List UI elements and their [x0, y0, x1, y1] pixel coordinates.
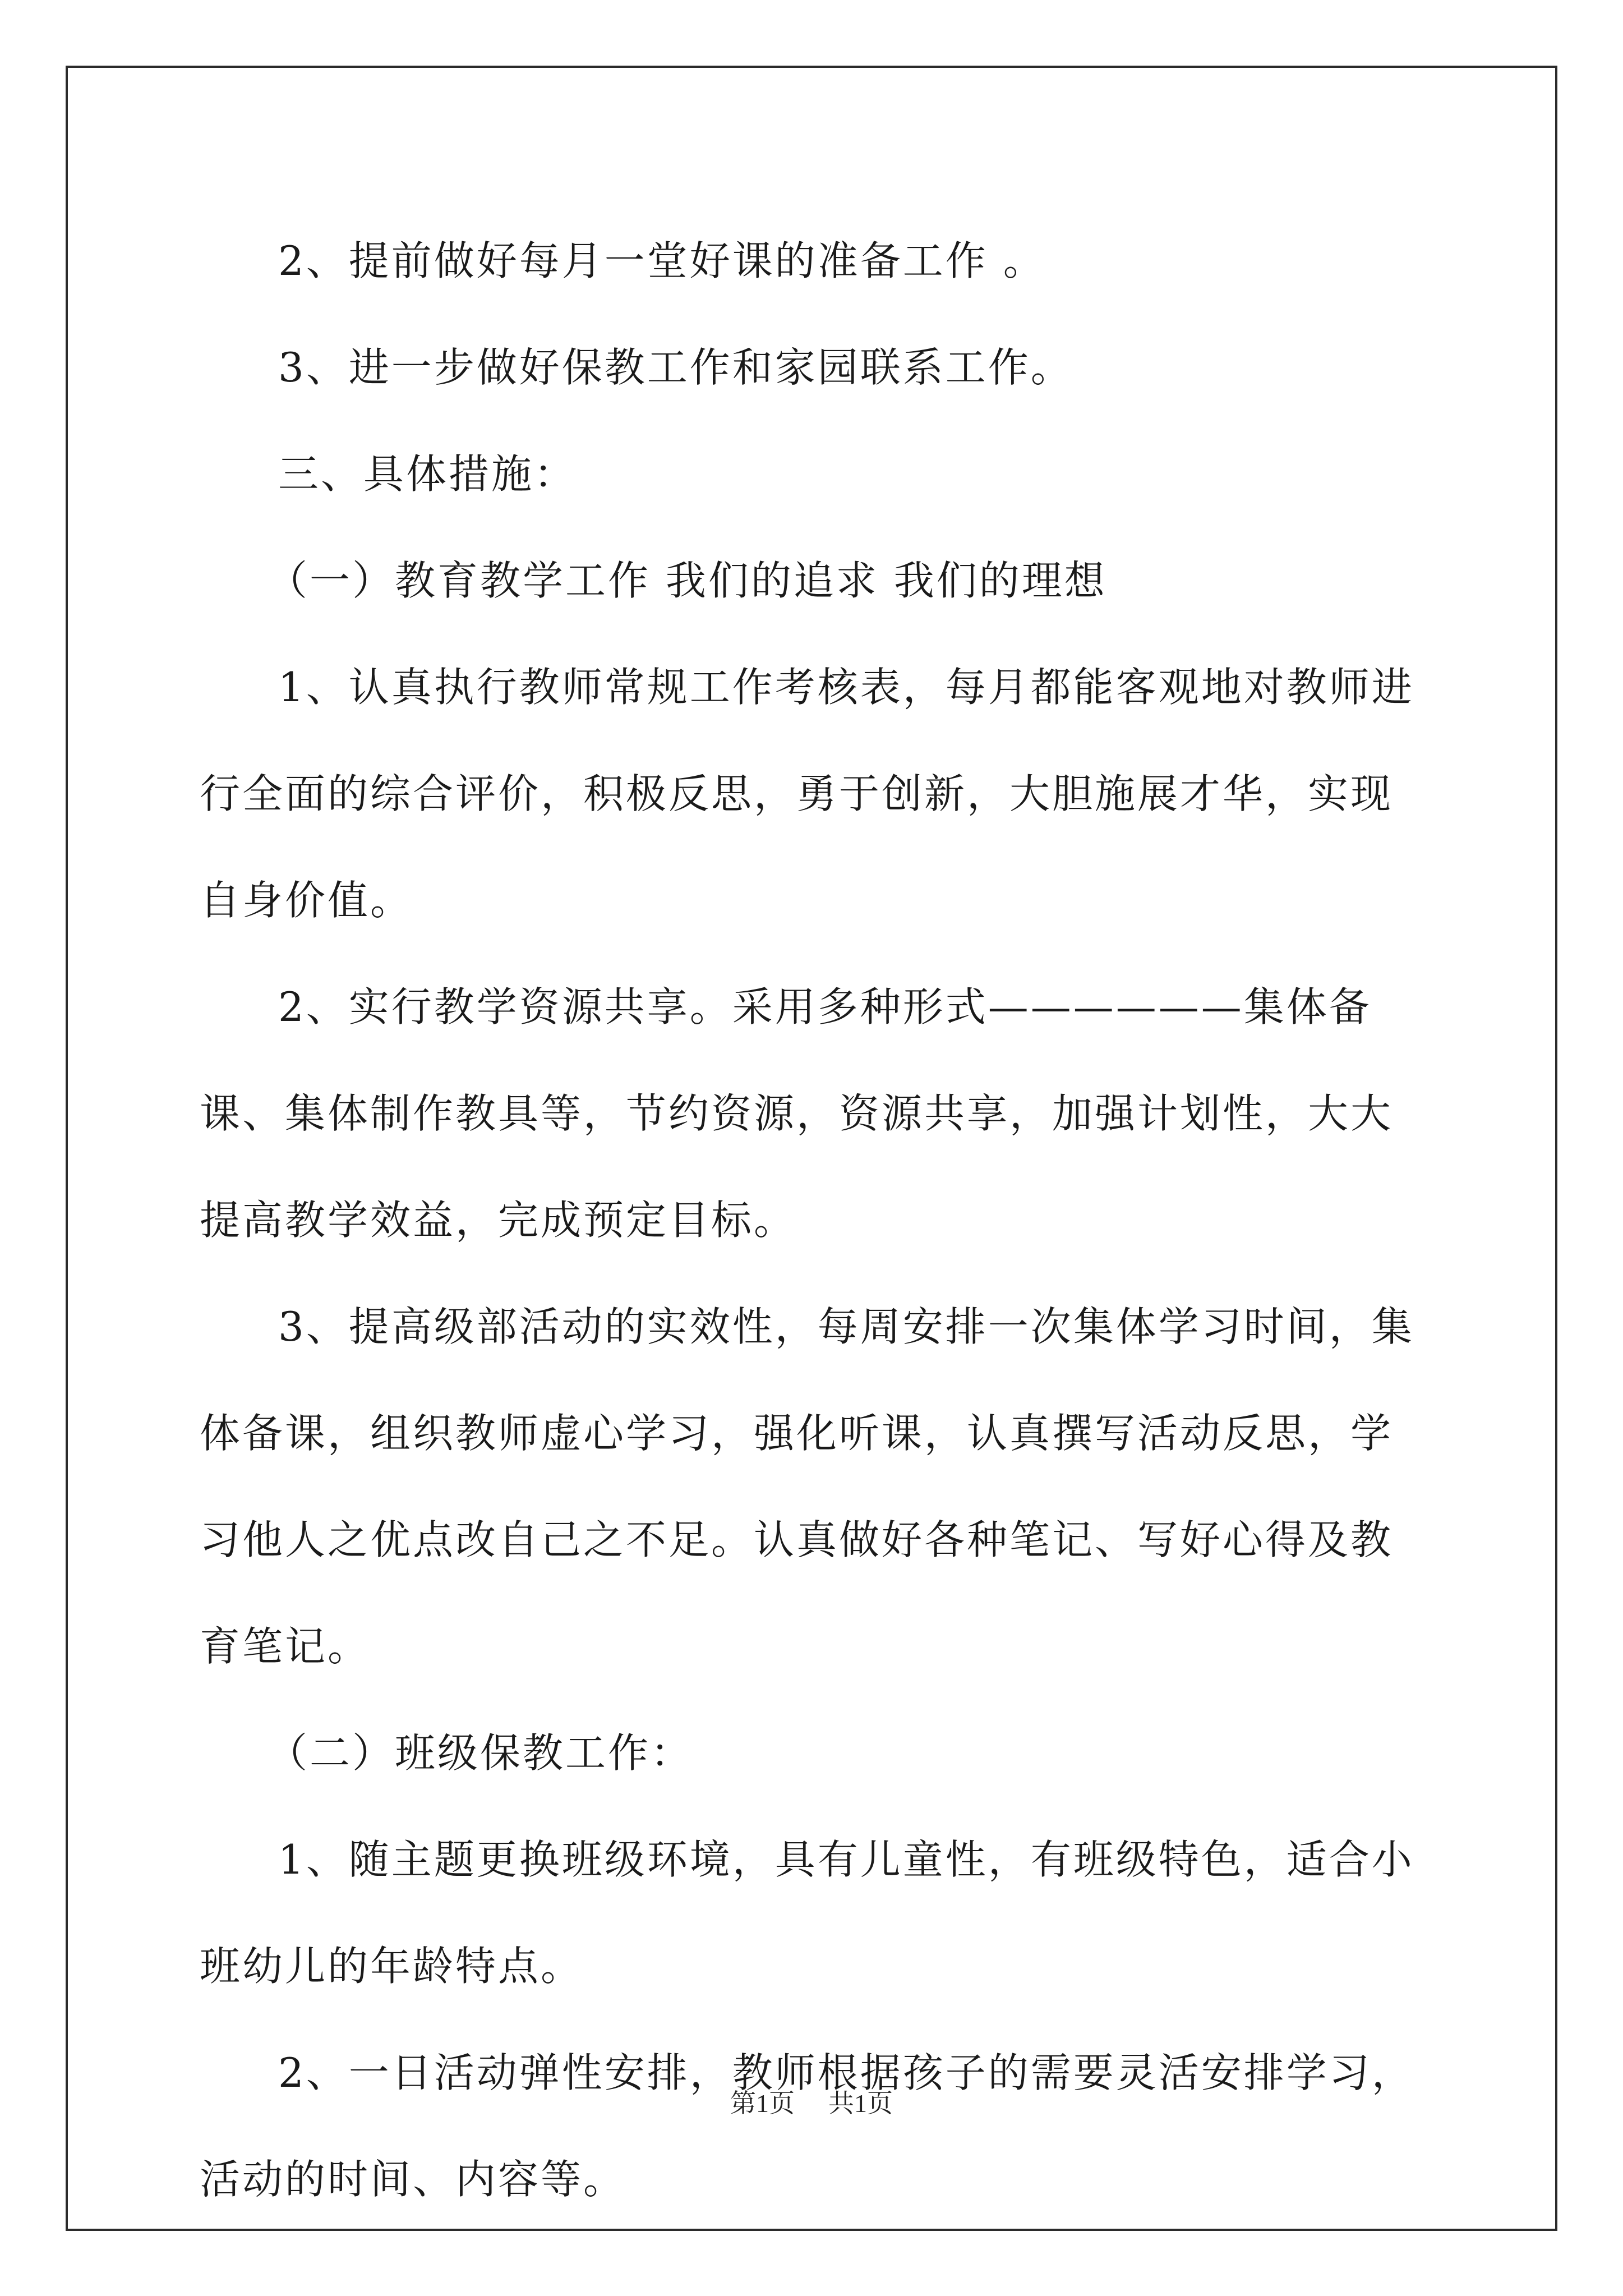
paragraph-care-2: 2、一日活动弹性安排，教师根据孩子的需要灵活安排学习，活动的时间、内容等。	[200, 2049, 1414, 2203]
subsection-heading-teaching: （一）教育教学工作 我们的追求 我们的理想	[267, 557, 1107, 604]
document-body	[200, 208, 1428, 2233]
paragraph-teaching-2: 2、实行教学资源共享。采用多种形式——————集体备课、集体制作教具等，节约资源，资源共享，加强计划性，大大提高教学效益，完成预定目标。	[200, 983, 1394, 1244]
section-heading-measures: 三、具体措施：	[278, 450, 577, 498]
paragraph-teaching-1: 1、认真执行教师常规工作考核表，每月都能客观地对教师进行全面的综合评价，积极反思，勇于创新，大胆施展才华，实现自身价值。	[200, 664, 1414, 924]
paragraph-teaching-3: 3、提高级部活动的实效性，每周安排一次集体学习时间，集体备课，组织教师虚心学习，强化听课，认真撰写活动反思，学习他人之优点改自己之不足。认真做好各种笔记、写好心得及教育笔记。	[200, 1303, 1414, 1670]
subsection-heading-class-care: （二）班级保教工作：	[267, 1729, 694, 1777]
page-footer	[0, 2087, 1623, 2120]
paragraph-care-1: 1、随主题更换班级环境，具有儿童性，有班级特色，适合小班幼儿的年龄特点。	[200, 1836, 1414, 1990]
page-number: 第1页	[730, 2089, 795, 2118]
page-total: 共1页	[828, 2089, 893, 2118]
paragraph-item-2: 2、提前做好每月一堂好课的准备工作 。	[278, 237, 1046, 284]
paragraph-item-3: 3、进一步做好保教工作和家园联系工作。	[278, 344, 1073, 391]
